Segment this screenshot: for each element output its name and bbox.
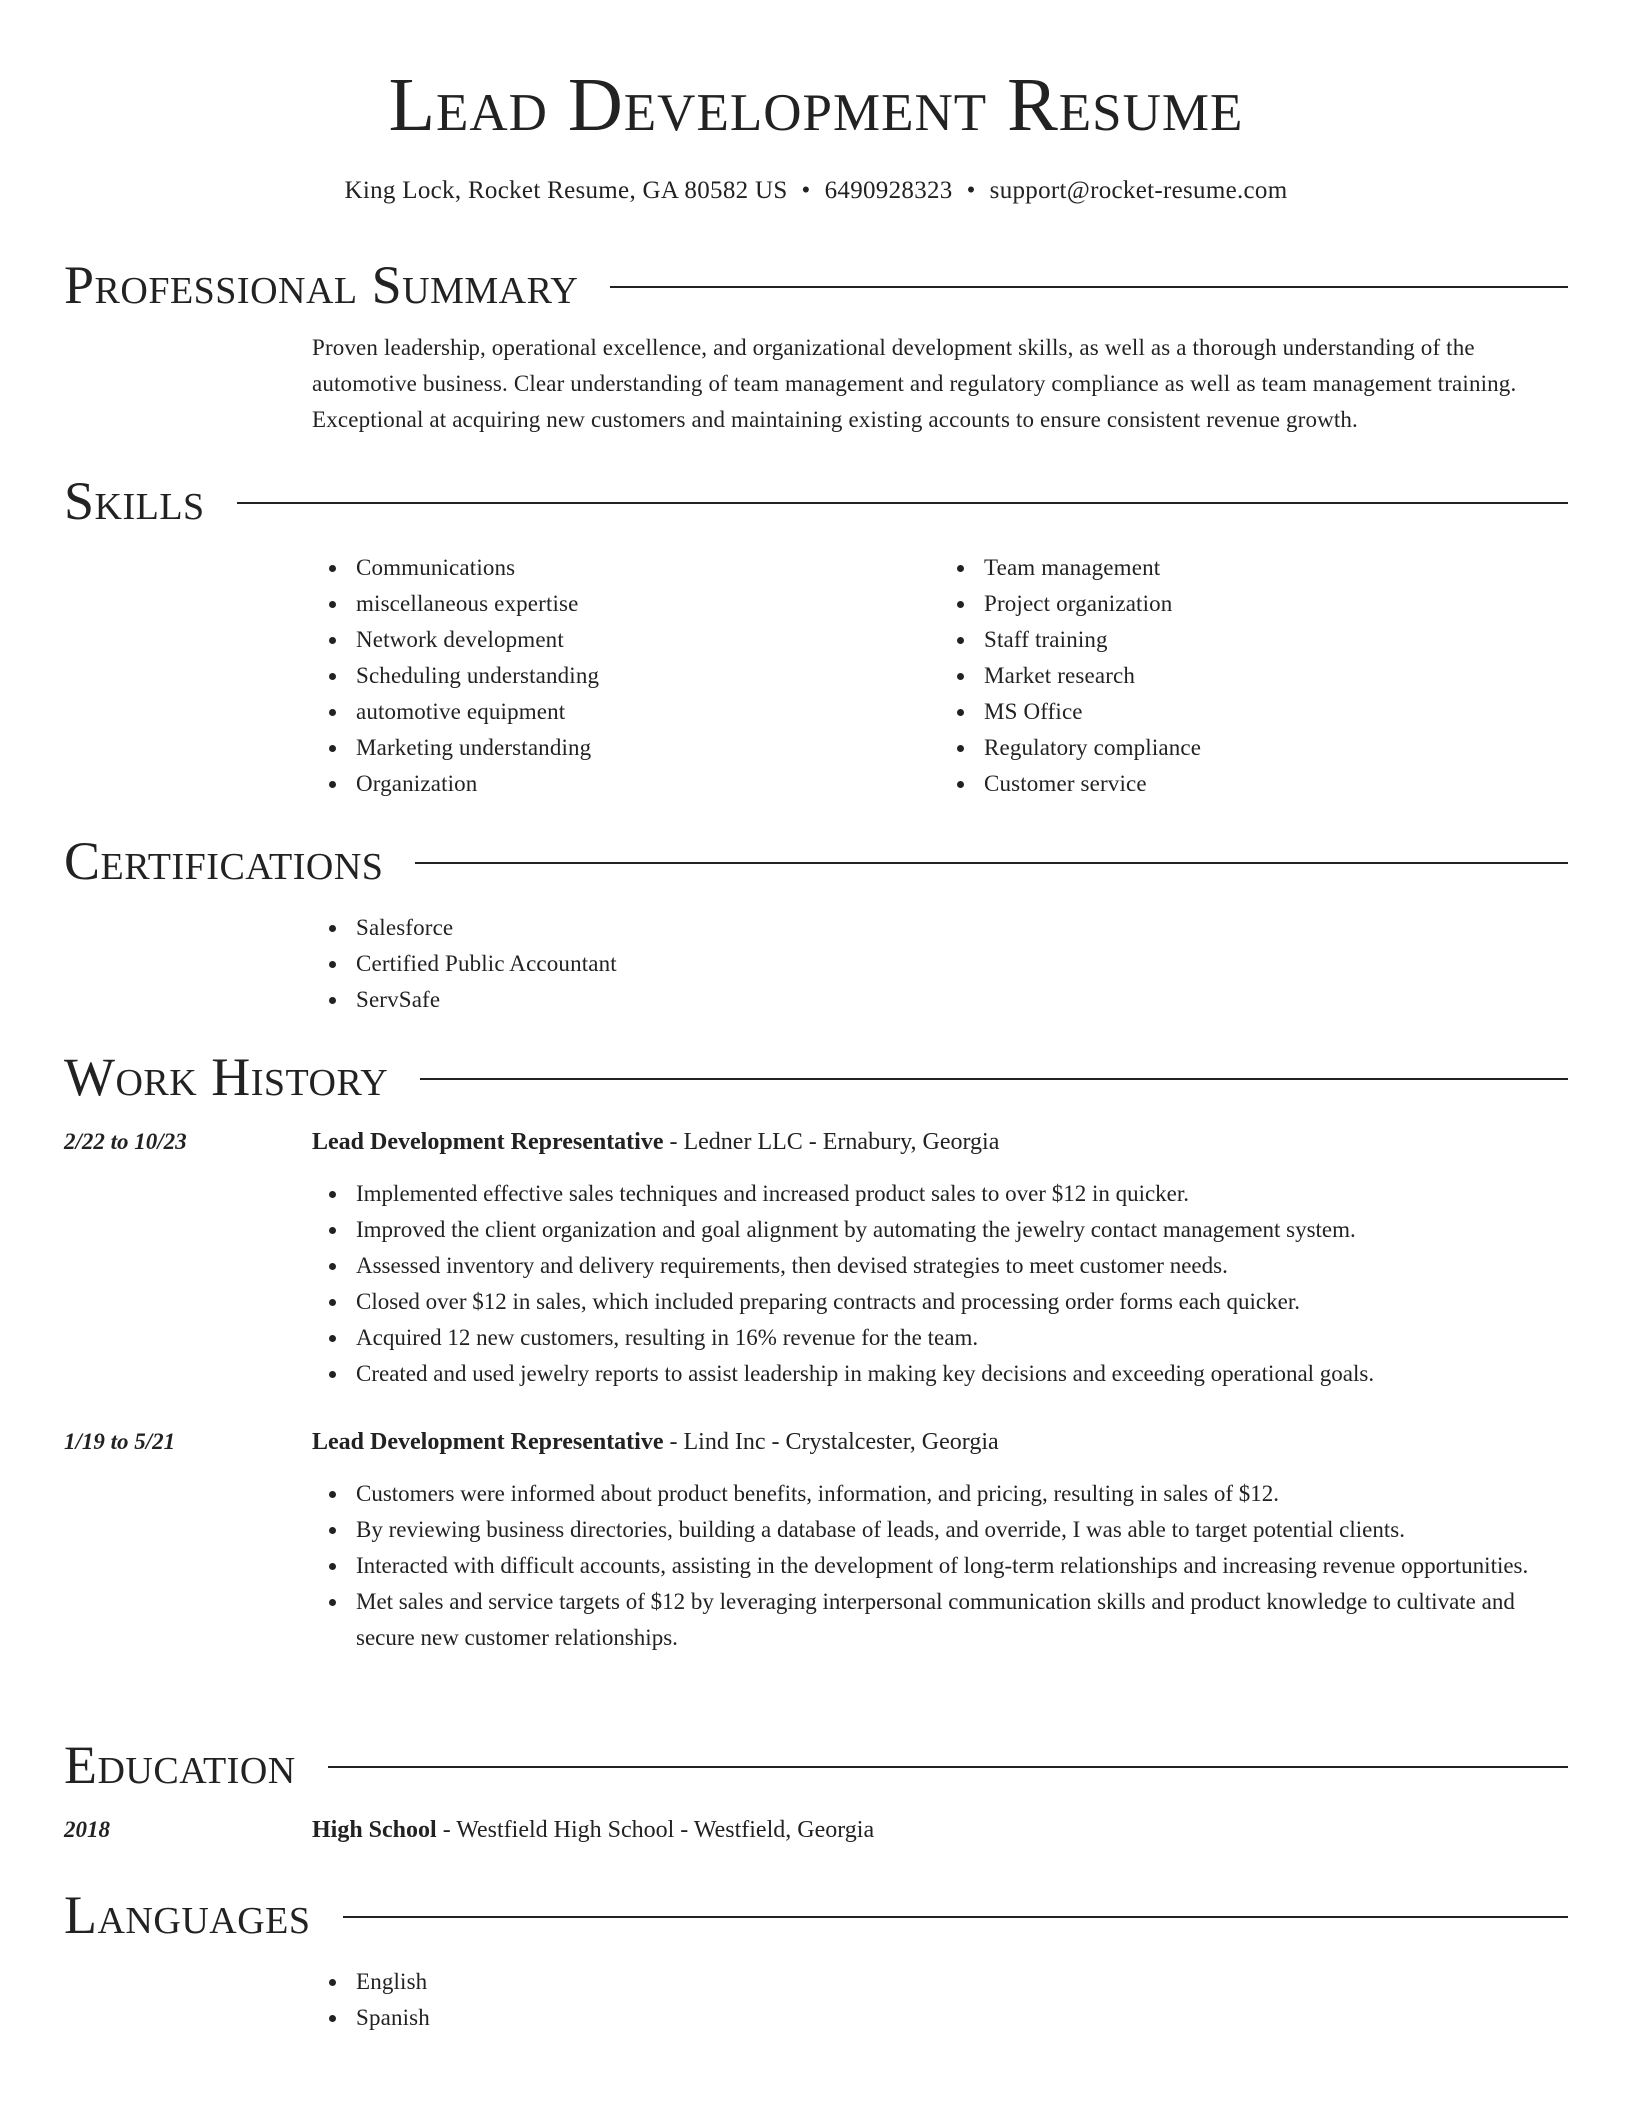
- skill-item: automotive equipment: [356, 694, 940, 730]
- job-bullet-list: [312, 1476, 1568, 1656]
- skill-item: Project organization: [984, 586, 1568, 622]
- language-item: Spanish: [356, 2000, 1568, 2036]
- certifications-list: [312, 910, 1568, 1018]
- certification-item: Salesforce: [356, 910, 1568, 946]
- skills-grid: [312, 550, 1568, 802]
- section-heading: [64, 466, 1568, 536]
- job-bullet: Implemented effective sales techniques and increased product sales to over $12 in quicker.: [356, 1176, 1568, 1212]
- job-details: - Ledner LLC - Ernabury, Georgia: [663, 1129, 1000, 1155]
- job-entry: [64, 1424, 1568, 1656]
- job-header: [64, 1424, 1568, 1460]
- education-degree: High School: [312, 1817, 437, 1843]
- skill-item: Organization: [356, 766, 940, 802]
- section-heading: [64, 1730, 1568, 1800]
- contact-line: [0, 174, 1632, 208]
- job-bullet: Assessed inventory and delivery requirements, then devised strategies to meet customer needs.: [356, 1248, 1568, 1284]
- job-bullet: Closed over $12 in sales, which included preparing contracts and processing order forms each quicker.: [356, 1284, 1568, 1320]
- education-section: [64, 1730, 1568, 1848]
- section-divider: [415, 862, 1568, 864]
- contact-email: support@rocket-resume.com: [989, 177, 1288, 204]
- job-bullet: Acquired 12 new customers, resulting in 16% revenue for the team.: [356, 1320, 1568, 1356]
- skill-item: Staff training: [984, 622, 1568, 658]
- skill-item: Customer service: [984, 766, 1568, 802]
- skill-item: Scheduling understanding: [356, 658, 940, 694]
- section-title: Languages: [64, 1885, 311, 1945]
- section-heading: [64, 826, 1568, 896]
- section-title: Work History: [64, 1047, 389, 1107]
- contact-separator: •: [801, 177, 811, 204]
- certifications-body: [312, 910, 1568, 1018]
- job-bullet: Improved the client organization and goal alignment by automating the jewelry contact management system.: [356, 1212, 1568, 1248]
- education-heading: [312, 1812, 874, 1848]
- section-heading: [64, 250, 1568, 320]
- education-year: 2018: [64, 1817, 110, 1842]
- job-title: Lead Development Representative: [312, 1429, 664, 1455]
- skill-item: Market research: [984, 658, 1568, 694]
- job-bullet: By reviewing business directories, building a database of leads, and override, I was able to target potential clients.: [356, 1512, 1568, 1548]
- job-entry: [64, 1124, 1568, 1392]
- job-bullet: Customers were informed about product benefits, information, and pricing, resulting in sales of $12.: [356, 1476, 1568, 1512]
- job-bullet: Interacted with difficult accounts, assisting in the development of long-term relationships and increasing revenue opportunities.: [356, 1548, 1568, 1584]
- section-divider: [420, 1078, 1568, 1080]
- languages-list: [312, 1964, 1568, 2036]
- section-divider: [328, 1766, 1568, 1768]
- section-title: Certifications: [64, 831, 384, 891]
- skill-item: Regulatory compliance: [984, 730, 1568, 766]
- education-entry: [64, 1812, 1568, 1848]
- language-item: English: [356, 1964, 1568, 2000]
- section-heading: [64, 1042, 1568, 1112]
- skills-list-right: [940, 550, 1568, 802]
- skill-item: Marketing understanding: [356, 730, 940, 766]
- skill-item: Communications: [356, 550, 940, 586]
- job-heading: [312, 1124, 999, 1160]
- section-title: Professional Summary: [64, 255, 579, 315]
- education-details: - Westfield High School - Westfield, Georgia: [436, 1817, 875, 1843]
- job-header: [64, 1124, 1568, 1160]
- job-bullets: [312, 1476, 1568, 1656]
- work-history-section: [64, 1042, 1568, 1656]
- job-bullet: Created and used jewelry reports to assist leadership in making key decisions and exceeding operational goals.: [356, 1356, 1568, 1392]
- contact-phone: 6490928323: [824, 177, 953, 204]
- languages-body: [312, 1964, 1568, 2036]
- skill-item: Network development: [356, 622, 940, 658]
- skill-item: Team management: [984, 550, 1568, 586]
- section-divider: [610, 286, 1568, 288]
- job-bullets: [312, 1176, 1568, 1392]
- summary-section: [64, 250, 1568, 438]
- certifications-section: [64, 826, 1568, 1018]
- section-title: Skills: [64, 471, 205, 531]
- job-dates: 2/22 to 10/23: [64, 1129, 187, 1154]
- certification-item: Certified Public Accountant: [356, 946, 1568, 982]
- job-details: - Lind Inc - Crystalcester, Georgia: [663, 1429, 999, 1455]
- job-bullet-list: [312, 1176, 1568, 1392]
- job-heading: [312, 1424, 999, 1460]
- section-divider: [237, 502, 1568, 504]
- skill-item: miscellaneous expertise: [356, 586, 940, 622]
- section-heading: [64, 1880, 1568, 1950]
- summary-text: Proven leadership, operational excellence, and organizational development skills, as well as a thorough understanding of the automotive business. Clear understanding of team management and regulatory compliance as well as team management training. Exceptional at acquiring new customers and maintaining existing accounts to ensure consistent revenue growth.: [312, 335, 1517, 432]
- certification-item: ServSafe: [356, 982, 1568, 1018]
- section-divider: [343, 1916, 1569, 1918]
- job-title: Lead Development Representative: [312, 1129, 664, 1155]
- contact-separator: •: [966, 177, 976, 204]
- resume-name: Lead Development Resume: [388, 63, 1244, 147]
- skills-section: [64, 466, 1568, 802]
- job-bullet: Met sales and service targets of $12 by leveraging interpersonal communication skills and product knowledge to cultivate and secure new customer relationships.: [356, 1584, 1568, 1656]
- section-title: Education: [64, 1735, 296, 1795]
- languages-section: [64, 1880, 1568, 2036]
- contact-address: King Lock, Rocket Resume, GA 80582 US: [344, 177, 788, 204]
- job-dates: 1/19 to 5/21: [64, 1429, 176, 1454]
- skill-item: MS Office: [984, 694, 1568, 730]
- skills-list-left: [312, 550, 940, 802]
